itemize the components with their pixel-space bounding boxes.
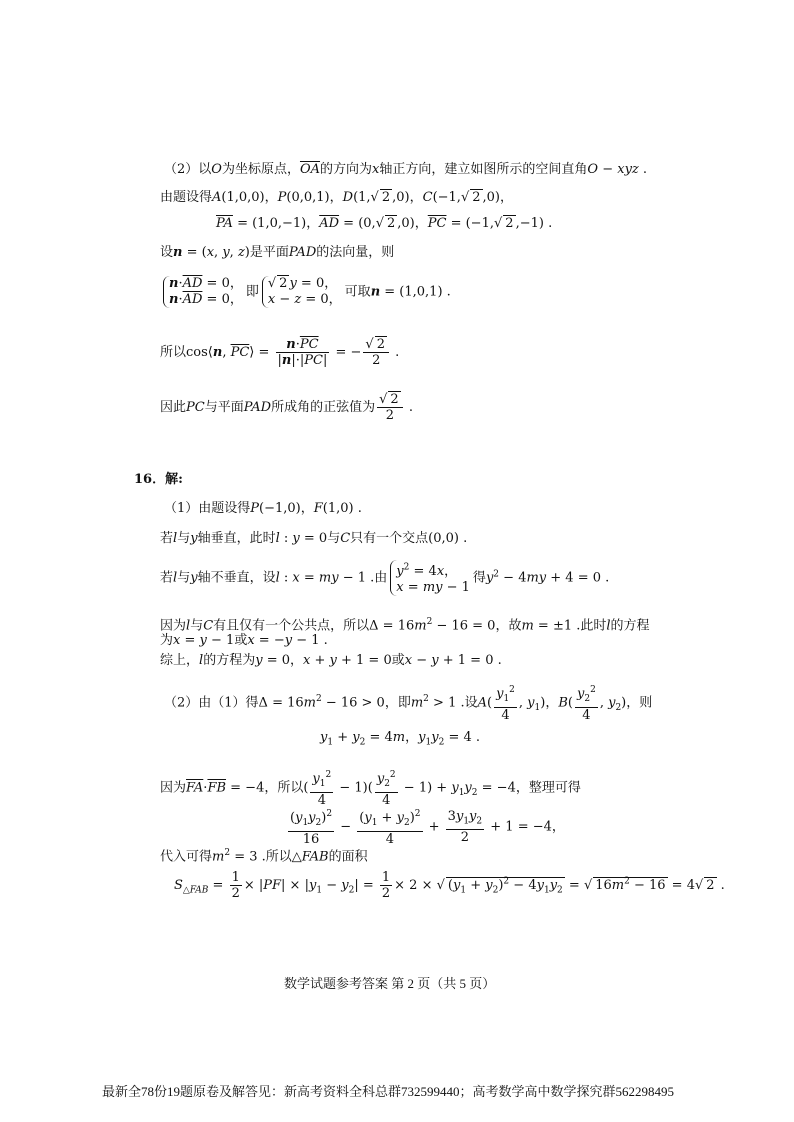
page-footer: 数学试题参考答案 第 2 页（共 5 页）: [284, 976, 496, 991]
q16-tangent-cont: 为x = y − 1或x = −y − 1 .: [160, 633, 328, 648]
q16-msq: 代入可得$m^2 = 3$ .所以△FAB的面积: [160, 848, 368, 865]
geo-cos: 所以cos⟨n, $\overline{PC}⟩$ = $\frac{n\cdot\overline{PC}}{|n|\cdot|\overline{PC}|}$ = − $\frac{√ 2}{2}$ .: [160, 337, 400, 368]
q16-vieta: $y_1 + y_2 = 4m$，$y_1y_2 = 4$ .: [320, 730, 481, 748]
q16-area: $S_{\triangle FAB}$ = $\frac{1}{2}$ × $|PF| \times |y_1 - y_2|$ = $\frac{1}{2}$ × 2 × √ $(y_1 + y_2)^2 - 4y_1y_2$ = √ $16m^2 - 16 = 4√$ 2 .: [174, 870, 725, 901]
q16-expanded: $\frac{(y_1y_2)^2}{16}$ − $\frac{(y_1 + y_2)^2}{4}$ + $\frac{3y_1y_2}{2}$ + 1 = −4，: [290, 808, 565, 847]
geo-conclusion: 因此PC与平面PAD所成角的正弦值为 $\frac{√ 2}{2}$ .: [160, 392, 413, 423]
q16-summary: 综上，l的方程为y = 0，x + y + 1 = 0或x − y + 1 = 0 .: [160, 653, 502, 668]
q16-case-nonperp: 若l与y轴不垂直，设l : x = my − 1 .由 $y^2 = 4x$， x = my − 1得$y^2 - 4my + 4 = 0$ .: [160, 560, 609, 596]
q16-case-perp: 若l与y轴垂直，此时l : y = 0与C只有一个交点(0,0) .: [160, 531, 468, 546]
geo-normal-setup: 设n = (x, y, z)是平面PAD的法向量，则: [160, 245, 395, 260]
q16-tangent: 因为l与C有且仅有一个公共点，所以$\Delta = 16m^2 - 16 = 0$，故m = ±1 .此时l的方程: [160, 617, 650, 634]
q16-dot: 因为$\overline{FA}\cdot\overline{FB} = -4$，所以( $\frac{y_1^2}{4}$ − 1)( $\frac{y_2^2}{4}$ − $1) + y_1y_2 = -4$，整理可得: [160, 770, 581, 808]
geo-points: 由题设得A(1,0,0)，P(0,0,1)，D(1,√ 2 ,0)，C(−1,√ 2 ,0)，: [160, 190, 513, 205]
geo-system: $n\cdot\overline{AD} = 0$， $n\cdot\overline{AD} = 0$， 即√ 2 y = 0， x − z = 0， 可取n = (1,0,1) .: [160, 276, 451, 308]
bottom-note: 最新全78份19题原卷及解答见：新高考资料全科总群732599440；高考数学高中数学探究群562298495: [102, 1084, 675, 1099]
q16-part2-setup: （2）由（1）得$\Delta = 16m^2 - 16 > 0$，即$m^2 > 1$ .设A( $\frac{y_1^2}{4}$ , $y_1$)，B( $\frac{y_2^2}{4}$ , $y_2$)，则: [164, 685, 653, 723]
geo-vectors: $\overline{PA} = (1,0,-1)$，$\overline{AD} = (0,√$ 2 ,0)，$\overline{PC} = (-1,√$ 2 ,−1) .: [216, 216, 553, 231]
geo-intro: （2）以O为坐标原点，$\overline{OA}$的方向为x轴正方向，建立如图所示的空间直角O − xyz .: [164, 162, 648, 177]
q16-heading: 16．解:: [134, 472, 183, 487]
q16-part1-points: （1）由题设得P(−1,0)，F(1,0) .: [164, 501, 362, 516]
